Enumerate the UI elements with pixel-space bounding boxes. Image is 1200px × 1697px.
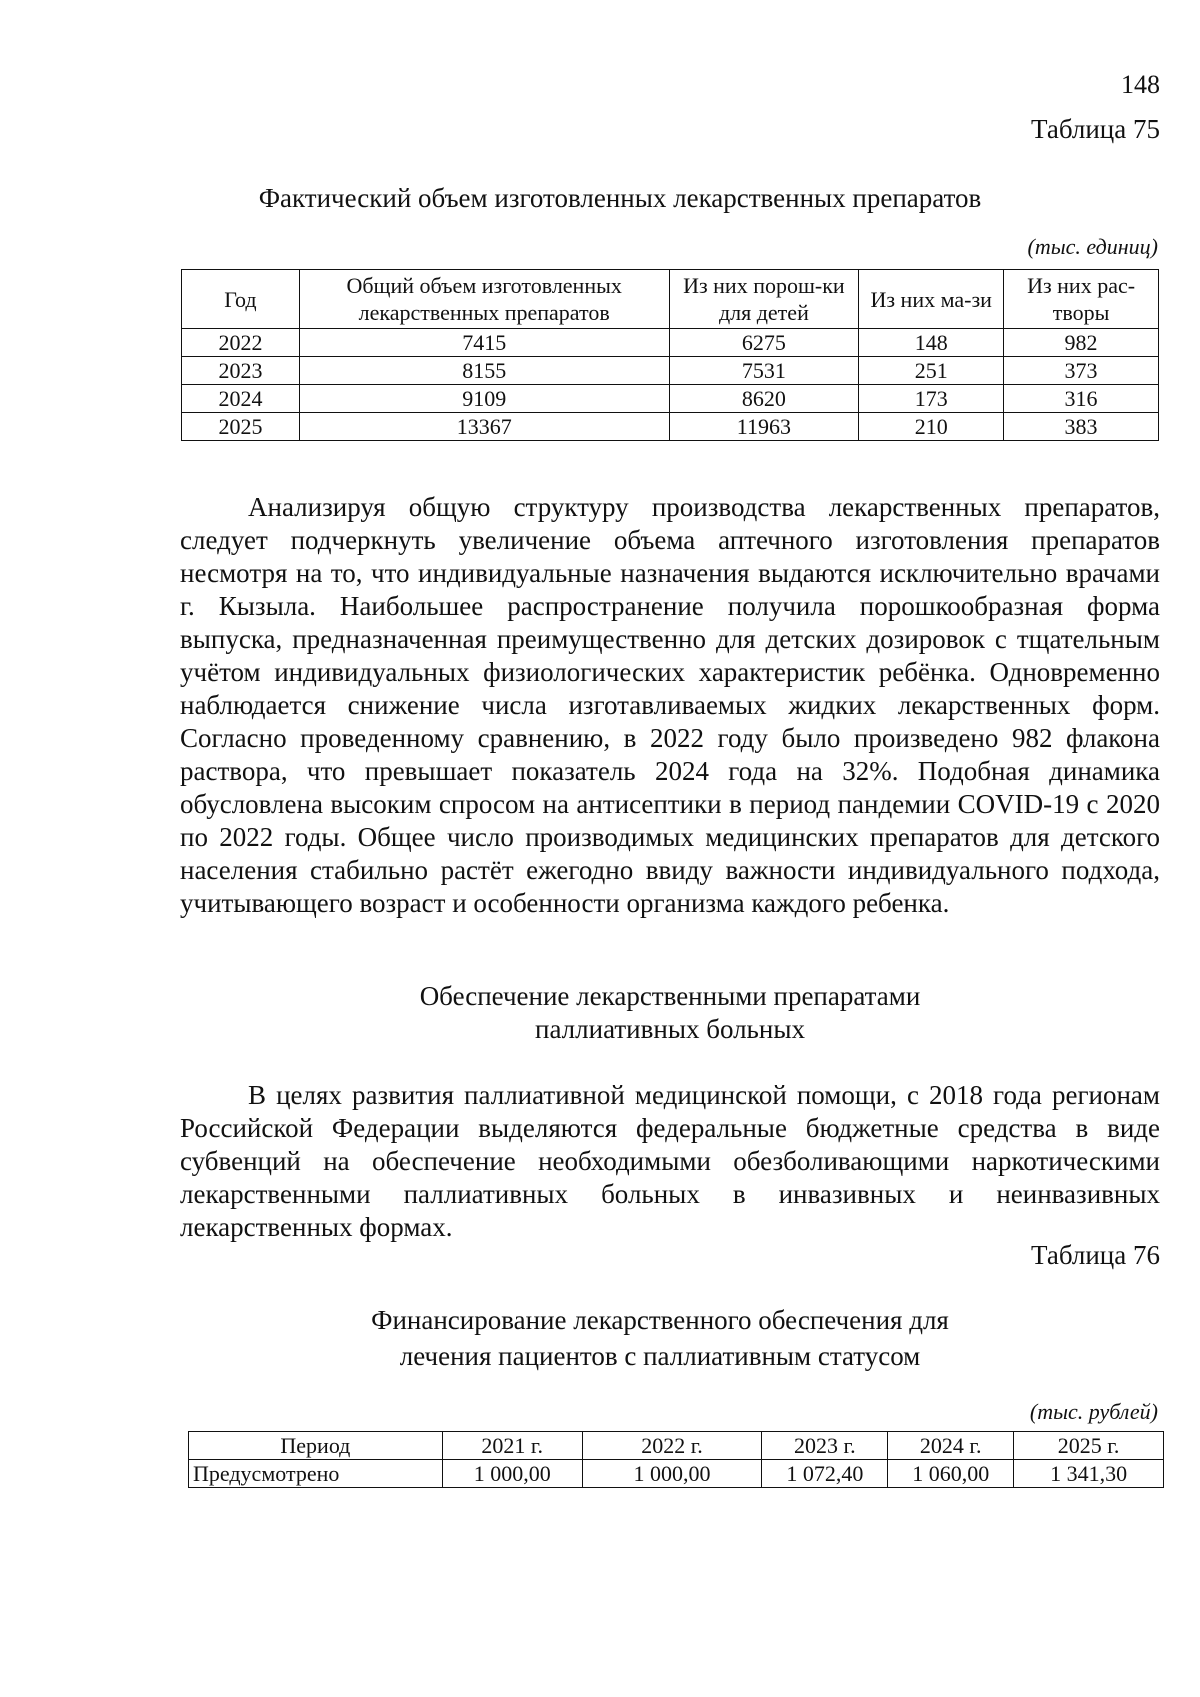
header-total: Общий объем изготовленных лекарственных препаратов xyxy=(299,270,669,329)
cell-solutions: 383 xyxy=(1004,413,1159,441)
header-ointments: Из них ма-зи xyxy=(859,270,1004,329)
cell-value: 1 060,00 xyxy=(888,1460,1014,1488)
table-76 xyxy=(188,1431,1164,1488)
cell-value: 1 341,30 xyxy=(1014,1460,1164,1488)
header-year-2023: 2023 г. xyxy=(762,1432,888,1460)
table-76-caption-line-1: Финансирование лекарственного обеспечения для xyxy=(371,1305,949,1335)
header-year: Год xyxy=(182,270,300,329)
table-row xyxy=(182,385,1159,413)
cell-total: 7415 xyxy=(299,329,669,357)
header-period: Период xyxy=(189,1432,443,1460)
cell-year: 2023 xyxy=(182,357,300,385)
section-heading xyxy=(230,980,1110,1046)
header-year-2021: 2021 г. xyxy=(442,1432,582,1460)
header-year-2022: 2022 г. xyxy=(582,1432,762,1460)
cell-period: Предусмотрено xyxy=(189,1460,443,1488)
table-76-label: Таблица 76 xyxy=(1031,1240,1160,1270)
table-76-unit: (тыс. рублей) xyxy=(1029,1399,1158,1424)
header-solutions: Из них рас-творы xyxy=(1004,270,1159,329)
cell-total: 9109 xyxy=(299,385,669,413)
cell-powders: 11963 xyxy=(669,413,859,441)
cell-solutions: 316 xyxy=(1004,385,1159,413)
table-header-row xyxy=(182,270,1159,329)
header-powders: Из них порош-ки для детей xyxy=(669,270,859,329)
paragraph-production-analysis: Анализируя общую структуру производства лекарственных препаратов, следует подчеркнуть увеличение объема аптечного изготовления препаратов несмотря на то, что индивидуальные назначения выдаются исключительно врачами г. Кызыла. Наибольшее распространение получила порошкообразная форма выпуска, предназначенная преимущественно для детских дозировок с тщательным учётом индивидуальных физиологических характеристик ребёнка. Одновременно наблюдается снижение числа изготавливаемых жидких лекарственных форм. Согласно проведенному сравнению, в 2022 году было произведено 982 флакона раствора, что превышает показатель 2024 года на 32%. Подобная динамика обусловлена высоким спросом на антисептики в период пандемии COVID-19 с 2020 по 2022 годы. Общее число производимых медицинских препаратов для детского населения стабильно растёт ежегодно ввиду важности индивидуального подхода, учитывающего возраст и особенности организма каждого ребенка. xyxy=(180,492,1160,918)
table-row xyxy=(182,413,1159,441)
cell-ointments: 210 xyxy=(859,413,1004,441)
table-75-caption: Фактический объем изготовленных лекарственных препаратов xyxy=(258,183,982,213)
cell-value: 1 000,00 xyxy=(442,1460,582,1488)
table-76-caption xyxy=(300,1302,1020,1374)
table-row xyxy=(182,357,1159,385)
table-row xyxy=(182,329,1159,357)
table-75-unit: (тыс. единиц) xyxy=(1027,234,1158,259)
cell-ointments: 251 xyxy=(859,357,1004,385)
header-year-2025: 2025 г. xyxy=(1014,1432,1164,1460)
cell-powders: 6275 xyxy=(669,329,859,357)
table-75-label: Таблица 75 xyxy=(1031,114,1160,144)
cell-total: 13367 xyxy=(299,413,669,441)
cell-ointments: 173 xyxy=(859,385,1004,413)
cell-solutions: 373 xyxy=(1004,357,1159,385)
cell-powders: 8620 xyxy=(669,385,859,413)
paragraph-palliative-funding: В целях развития паллиативной медицинской помощи, с 2018 года регионам Российской Федерации выделяются федеральные бюджетные средства в виде субвенций на обеспечение необходимыми обезболивающими наркотическими лекарственными паллиативных больных в инвазивных и неинвазивных лекарственных формах. xyxy=(180,1080,1160,1242)
table-row xyxy=(189,1460,1164,1488)
section-heading-line-2: паллиативных больных xyxy=(535,1014,805,1044)
cell-year: 2025 xyxy=(182,413,300,441)
cell-year: 2022 xyxy=(182,329,300,357)
section-heading-line-1: Обеспечение лекарственными препаратами xyxy=(419,981,921,1011)
cell-ointments: 148 xyxy=(859,329,1004,357)
page-number: 148 xyxy=(1121,70,1160,99)
table-76-caption-line-2: лечения пациентов с паллиативным статусом xyxy=(399,1341,921,1371)
table-header-row xyxy=(189,1432,1164,1460)
cell-total: 8155 xyxy=(299,357,669,385)
cell-value: 1 000,00 xyxy=(582,1460,762,1488)
header-year-2024: 2024 г. xyxy=(888,1432,1014,1460)
cell-value: 1 072,40 xyxy=(762,1460,888,1488)
cell-solutions: 982 xyxy=(1004,329,1159,357)
table-75 xyxy=(181,269,1159,441)
cell-powders: 7531 xyxy=(669,357,859,385)
cell-year: 2024 xyxy=(182,385,300,413)
